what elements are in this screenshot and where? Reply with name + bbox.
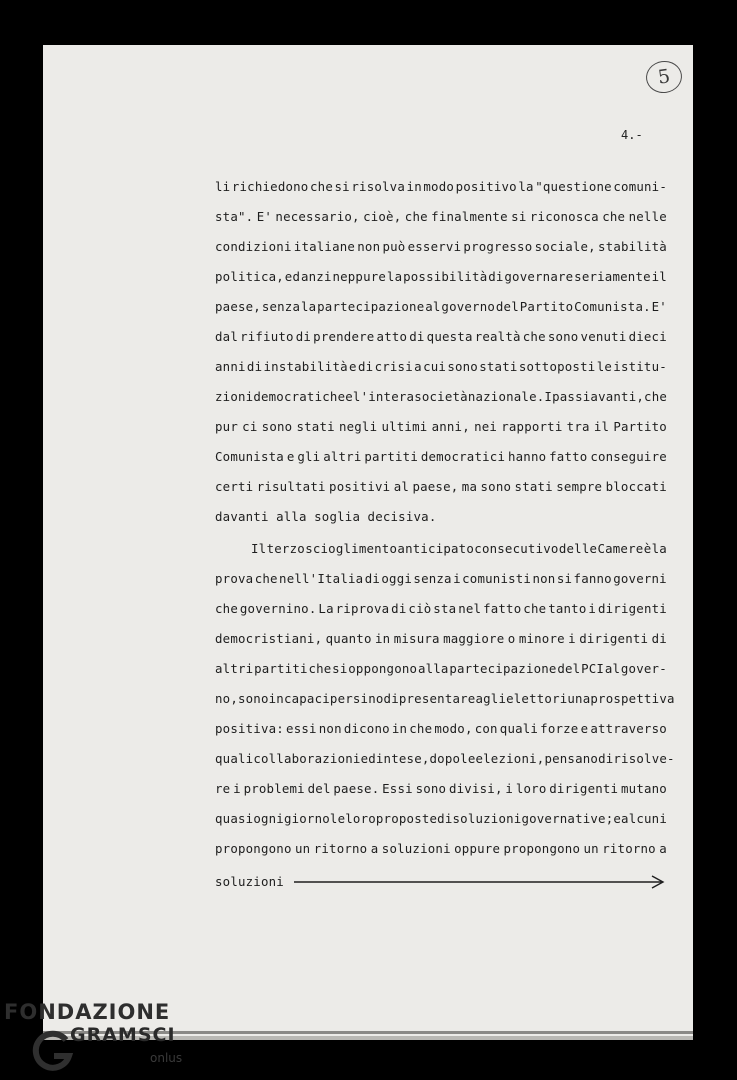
word: avanti, [590,389,645,404]
word: comunisti [462,571,532,586]
text-line [215,537,667,567]
document-page [43,45,693,1040]
word: i [453,571,461,586]
word: ed [360,751,376,766]
text-line [215,205,667,235]
word: esservi [407,239,462,254]
word: anzi [300,269,332,284]
word: positivo [455,179,517,194]
word: crisi [374,359,413,374]
word: i [588,601,597,616]
word: sono [261,419,293,434]
word: forze [540,721,579,736]
word: di [488,269,504,284]
word: e [349,359,357,374]
word: soglia [314,509,361,524]
word: del [307,781,331,796]
word: sta". [215,209,254,224]
word: di [295,329,312,344]
word: un [583,841,599,856]
word: oggi [381,571,413,586]
word: soluzioni [381,841,451,856]
word: che [644,389,668,404]
text-line [215,175,667,205]
word: richiedono [231,179,309,194]
word: ci [242,419,258,434]
word: fanno [573,571,612,586]
word: fatto [549,449,588,464]
word: ma [461,479,478,494]
body-text [215,175,675,897]
word: i [505,781,514,796]
word: di [598,751,614,766]
word: no, [215,691,238,706]
word: presentare [398,691,476,706]
word: che [523,601,547,616]
word: tra [566,419,590,434]
word: nazionale. [467,389,545,404]
final-line [215,867,667,897]
word: progresso [463,239,533,254]
paragraph-1 [215,175,667,535]
word: governative; [521,811,614,826]
text-line [215,355,667,385]
word: collaborazioni [253,751,361,766]
word: partiti [254,661,308,676]
word: sociale, [534,239,596,254]
word: anticipato [397,541,475,556]
word: Il [251,541,267,556]
word: maggiore [443,631,505,646]
word: una [567,691,591,706]
word: nei [474,419,498,434]
word: rifiuto [240,329,294,344]
word: intese, [375,751,430,766]
word: scioglimento [305,541,398,556]
word: quasi [215,811,254,826]
word: atto [376,329,408,344]
word: democratici [420,449,506,464]
word: con [474,721,498,736]
word: di [409,329,425,344]
word: soluzioni [452,811,522,826]
word: risolva [351,179,405,194]
word: istitu- [613,359,667,374]
word: loro [345,811,376,826]
word: e [613,811,622,826]
paragraph-2 [215,537,675,867]
logo-onlus: onlus [150,1051,183,1065]
word: zioni [215,389,254,404]
word: in [406,179,422,194]
word: neppure [332,269,387,284]
word: di [246,359,263,374]
word: governo [441,299,496,314]
word: si [332,661,348,676]
word: gover- [620,661,667,676]
word: sono [547,329,579,344]
word: conseguire [590,449,667,464]
word: governino. [239,601,317,616]
word: paese. [333,781,380,796]
word: prendere [313,329,375,344]
word: ciò [408,601,432,616]
word: delle [558,541,598,556]
word: il [593,419,610,434]
word: le [596,359,613,374]
word: non [532,571,556,586]
word: un [295,841,311,856]
word: o [507,631,516,646]
word: stati [514,479,553,494]
word: finalmente [431,209,508,224]
text-line [215,597,667,627]
continuation-arrow-icon [294,874,666,890]
word: del [495,299,519,314]
text-line [215,475,667,505]
word: rapporti [501,419,563,434]
word: sottoposti [518,359,596,374]
word: i [233,781,241,796]
word: democristiani, [215,631,323,646]
word: I [544,389,553,404]
word: politica, [215,269,284,284]
word: agli [475,691,507,706]
word: risultati [256,479,326,494]
word: positiva: [215,721,284,736]
word: e [345,389,353,404]
word: è [643,541,652,556]
word: incapaci [268,691,330,706]
word: anni [215,359,246,374]
word: il [651,269,667,284]
word: società [414,389,468,404]
word: stati [296,419,335,434]
word: l'intera [352,389,415,404]
word: condizioni [215,239,292,254]
word: realtà [474,329,521,344]
word: sempre [556,479,603,494]
word: sono [237,691,269,706]
word: Essi [382,781,413,796]
text-line [215,415,667,445]
word: divisi, [448,781,503,796]
word: senza [413,571,452,586]
word: consecutivo [474,541,559,556]
word: La [318,601,334,616]
watermark-logo [4,1000,194,1080]
word: stati [479,359,518,374]
word: modo, [434,721,473,736]
word: la [300,299,317,314]
word: attraverso [590,721,667,736]
word: instabilità [263,359,348,374]
word: Comunista. [574,299,651,314]
word: dirigenti [597,601,667,616]
word: e [580,721,589,736]
word: dicono [343,721,390,736]
word: la [651,541,667,556]
word: bloccati [605,479,667,494]
text-line [215,445,667,475]
word: che [404,209,428,224]
word: paese, [412,479,459,494]
word: in [391,721,408,736]
word: pur [215,419,238,434]
word: di [391,601,407,616]
word: stabilità [598,239,667,254]
word: che [522,329,546,344]
word: oppure [454,841,501,856]
word: positivi [329,479,391,494]
word: Comunista [215,449,284,464]
word: questa [426,329,473,344]
word: che [602,209,626,224]
word: alla [276,509,307,524]
word: Camere [597,541,644,556]
word: altri [215,661,254,676]
word: nell'Italia [279,571,364,586]
logo-gramsci: GRAMSCI [70,1024,176,1046]
word: modo [423,179,455,194]
word: ritorno [313,841,368,856]
word: sta [433,601,457,616]
word: seriamente [574,269,651,284]
word: Partito [519,299,574,314]
word: partecipazione [317,299,425,314]
word: paese, [215,299,261,314]
word: propongono [215,841,292,856]
word: giorno [283,811,330,826]
word: certi [215,479,254,494]
word: elettori [506,691,568,706]
word: quali [215,751,254,766]
word: gli [297,449,321,464]
word: riconosca [529,209,599,224]
word: davanti [215,509,269,524]
word: che [215,601,238,616]
word: partiti [364,449,418,464]
word: riprova [335,601,390,616]
word: le [329,811,346,826]
word: di [651,631,667,646]
page-number: 4.- [621,128,643,142]
word: governare [504,269,574,284]
word: anni, [431,419,470,434]
word: mutano [621,781,667,796]
word: cioè, [363,209,402,224]
word: PCI [581,661,605,676]
word: cui [423,359,447,374]
word: sono [415,781,447,796]
word: in [375,631,391,646]
word: al [604,661,621,676]
word: prospettiva [590,691,675,706]
word: pensano [544,751,599,766]
word: re [215,781,231,796]
text-line [215,385,667,415]
word: venuti [580,329,627,344]
word: sono [480,479,512,494]
final-word: soluzioni [215,874,284,889]
text-line [215,265,667,295]
word: comuni- [613,179,667,194]
word: problemi [243,781,305,796]
word: non [318,721,342,736]
text-line [215,747,675,777]
word: terzo [266,541,305,556]
word: hanno [507,449,547,464]
word: elezioni, [475,751,545,766]
text-line [215,777,667,807]
word: dirigenti [549,781,619,796]
word: oppongono [348,661,418,676]
text-line [215,567,667,597]
word: E' [651,299,667,314]
text-line [215,687,675,717]
word: a [414,359,422,374]
word: necessario, [275,209,360,224]
word: al [425,299,441,314]
word: si [556,571,573,586]
word: al [393,479,410,494]
word: prova [215,571,254,586]
word: proposte [375,811,438,826]
word: negli [338,419,378,434]
page-mark-number: 5 [656,65,672,89]
word: non [357,239,381,254]
word: dal [215,329,238,344]
text-line [215,505,667,535]
word: ed [284,269,301,284]
word: altri [323,449,362,464]
logo-fondazione: FONDAZIONE [4,1000,171,1024]
word: i [568,631,576,646]
word: si [511,209,527,224]
word: che [254,571,278,586]
word: alla [417,661,449,676]
word: che [308,661,332,676]
word: ritorno [602,841,656,856]
word: dieci [628,329,667,344]
word: li [215,179,231,194]
word: propongono [503,841,581,856]
word: passi [552,389,591,404]
text-line [215,717,667,747]
text-line [215,627,667,657]
word: quanto [325,631,372,646]
text-line [215,235,667,265]
word: persino [329,691,384,706]
text-line [215,325,667,355]
word: fatto [483,601,522,616]
text-line [215,295,667,325]
word: E' [256,209,273,224]
word: quali [499,721,539,736]
text-line [215,657,667,687]
word: di [364,571,381,586]
word: può [382,239,406,254]
text-line [215,807,667,837]
word: di [357,359,374,374]
word: loro [515,781,547,796]
word: possibilità [403,269,488,284]
word: di [383,691,399,706]
word: ultimi [381,419,428,434]
word: che [409,721,433,736]
word: governi [613,571,667,586]
word: nelle [628,209,667,224]
word: la [518,179,534,194]
word: che [310,179,333,194]
word: nel [458,601,482,616]
word: la [386,269,403,284]
word: risolve- [613,751,675,766]
word: senza [261,299,301,314]
word: a [659,841,667,856]
word: a [370,841,379,856]
text-line [215,837,667,867]
word: misura [393,631,440,646]
word: e [286,449,295,464]
word: "questione [535,179,612,194]
word: le [460,751,476,766]
word: dopo [429,751,461,766]
word: minore [518,631,565,646]
word: del [557,661,581,676]
word: sono [447,359,478,374]
word: dirigenti [579,631,649,646]
word: alcuni [621,811,668,826]
word: tanto [548,601,587,616]
word: si [334,179,350,194]
word: decisiva. [367,509,437,524]
word: partecipazione [449,661,557,676]
word: Partito [613,419,667,434]
word: democratiche [253,389,346,404]
page-mark [644,59,684,96]
word: di [437,811,453,826]
word: italiane [293,239,356,254]
word: essi [286,721,317,736]
word: ogni [253,811,284,826]
